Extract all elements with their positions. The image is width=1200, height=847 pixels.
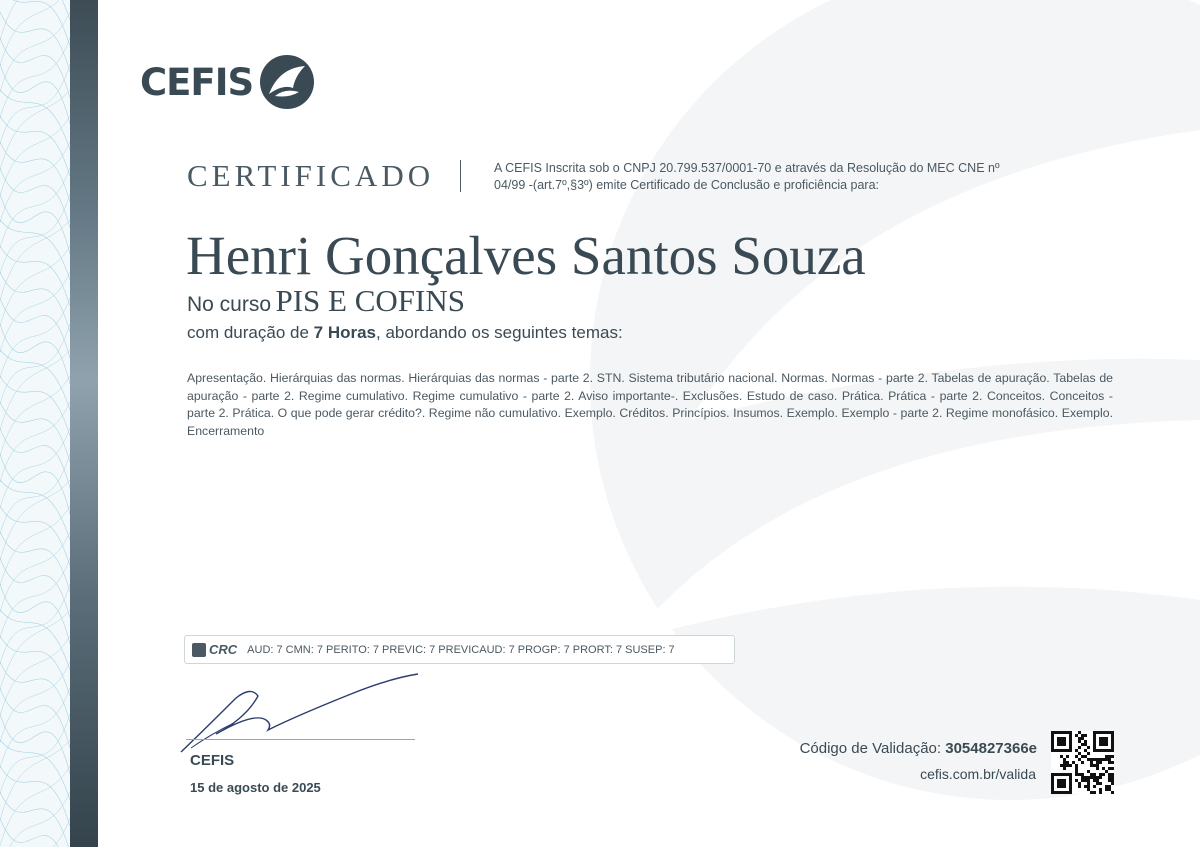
signer-name: CEFIS: [190, 752, 235, 769]
signature-line: [186, 739, 415, 740]
duration-line: [187, 323, 623, 343]
recipient-name: Henri Gonçalves Santos Souza: [186, 225, 866, 286]
course-topics: Apresentação. Hierárquias das normas. Hierárquias das normas - parte 2. STN. Sistema tributário nacional. Normas. Normas - parte 2. Tabelas de apuração. Tabelas de apuração - parte 2. Regime cumulativo. Regime cumulativo - parte 2. Aviso importante-. Exclusões. Estudo de caso. Prática. Prática - parte 2. Conceitos. Conceitos - parte 2. Prática. O que pode gerar crédito?. Regime não cumulativo. Exemplo. Créditos. Princípios. Insumos. Exemplo. Exemplo - parte 2. Regime monofásico. Exemplo. Encerramento: [187, 371, 1113, 438]
signature-image: [176, 668, 426, 758]
cefis-emblem-icon: [259, 54, 315, 110]
validation-code: 3054827366e: [945, 740, 1037, 757]
crc-logo: [192, 642, 237, 657]
course-line: [187, 283, 465, 319]
validation-url: cefis.com.br/valida: [920, 766, 1036, 782]
issue-date: 15 de agosto de 2025: [190, 780, 321, 795]
certificate-intro: A CEFIS Inscrita sob o CNPJ 20.799.537/0001-70 e através da Resolução do MEC CNE nº 04/99 -(art.7º,§3º) emite Certificado de Conclusão e proficiência para:: [494, 161, 1000, 192]
side-band: [70, 0, 98, 847]
crc-icon: [192, 643, 206, 657]
crc-points-box: [184, 635, 735, 664]
decorative-pattern: [0, 0, 70, 847]
duration-value: 7 Horas: [313, 323, 377, 342]
duration-prefix: com duração de: [187, 323, 309, 342]
crc-points: AUD: 7 CMN: 7 PERITO: 7 PREVIC: 7 PREVICAUD: 7 PROGP: 7 PRORT: 7 SUSEP: 7: [247, 643, 675, 656]
title-divider: [460, 160, 461, 192]
duration-suffix: , abordando os seguintes temas:: [376, 323, 623, 342]
certificate-title: CERTIFICADO: [187, 158, 435, 193]
validation-label: Código de Validação:: [799, 740, 942, 757]
cefis-logo: [140, 54, 315, 110]
validation-code-line: [800, 740, 1037, 757]
course-prefix: No curso: [187, 293, 272, 316]
logo-text: CEFIS: [140, 60, 254, 104]
course-name: PIS E COFINS: [275, 283, 465, 318]
crc-label: CRC: [209, 642, 238, 657]
qr-code-icon: [1051, 731, 1114, 794]
